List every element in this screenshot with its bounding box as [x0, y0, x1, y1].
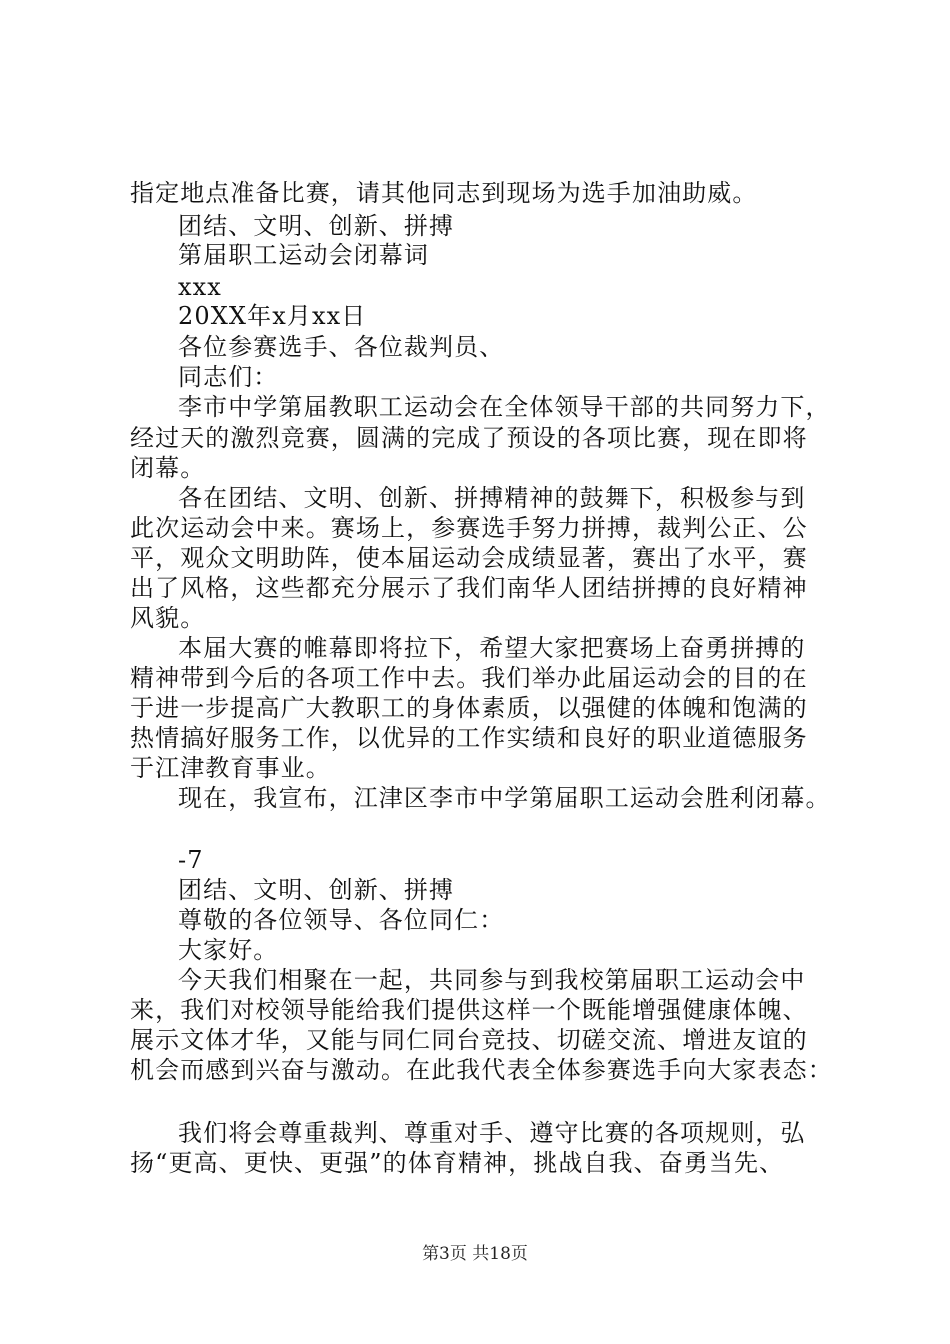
- text-line: 尊敬的各位领导、各位同仁：: [178, 906, 505, 934]
- text-line: 第届职工运动会闭幕词: [178, 241, 429, 269]
- text-line: 此次运动会中来。赛场上，参赛选手努力拼搏，裁判公正、公: [130, 514, 808, 542]
- text-line: 各在团结、文明、创新、拼搏精神的鼓舞下，积极参与到: [178, 484, 806, 512]
- text-line: 20XX年x月xx日: [178, 302, 367, 330]
- text-line: 今天我们相聚在一起，共同参与到我校第届职工运动会中: [178, 966, 806, 994]
- text-line: -7: [178, 846, 204, 874]
- text-line: 团结、文明、创新、拼搏: [178, 212, 455, 240]
- text-line: 机会而感到兴奋与激动。在此我代表全体参赛选手向大家表态：: [130, 1056, 833, 1084]
- text-line: 于江津教育事业。: [130, 754, 331, 782]
- text-line: 同志们：: [178, 363, 279, 391]
- text-line: 于进一步提高广大教职工的身体素质，以强健的体魄和饱满的: [130, 694, 808, 722]
- text-line: 李市中学第届教职工运动会在全体领导干部的共同努力下，: [178, 393, 831, 421]
- text-line: 现在，我宣布，江津区李市中学第届职工运动会胜利闭幕。: [178, 784, 831, 812]
- text-line: 本届大赛的帷幕即将拉下，希望大家把赛场上奋勇拼搏的: [178, 634, 806, 662]
- text-line: 来，我们对校领导能给我们提供这样一个既能增强健康体魄、: [130, 996, 808, 1024]
- text-line: 扬“更高、更快、更强”的体育精神，挑战自我、奋勇当先、: [130, 1149, 785, 1177]
- text-line: 热情搞好服务工作，以优异的工作实绩和良好的职业道德服务: [130, 724, 808, 752]
- text-line: 指定地点准备比赛，请其他同志到现场为选手加油助威。: [130, 179, 758, 207]
- text-line: 展示文体才华，又能与同仁同台竞技、切磋交流、增进友谊的: [130, 1026, 808, 1054]
- text-line: 精神带到今后的各项工作中去。我们举办此届运动会的目的在: [130, 664, 808, 692]
- text-line: 闭幕。: [130, 454, 206, 482]
- page-number-footer: 第3页 共18页: [422, 1244, 528, 1264]
- text-line: 出了风格，这些都充分展示了我们南华人团结拼搏的良好精神: [130, 574, 808, 602]
- text-line: 风貌。: [130, 604, 206, 632]
- text-line: 大家好。: [178, 936, 279, 964]
- text-line: 平，观众文明助阵，使本届运动会成绩显著，赛出了水平，赛: [130, 544, 808, 572]
- text-line: 我们将会尊重裁判、尊重对手、遵守比赛的各项规则，弘: [178, 1119, 806, 1147]
- text-line: 各位参赛选手、各位裁判员、: [178, 333, 505, 361]
- text-line: 经过天的激烈竞赛，圆满的完成了预设的各项比赛，现在即将: [130, 424, 808, 452]
- text-line: xxx: [178, 273, 222, 301]
- text-line: 团结、文明、创新、拼搏: [178, 876, 455, 904]
